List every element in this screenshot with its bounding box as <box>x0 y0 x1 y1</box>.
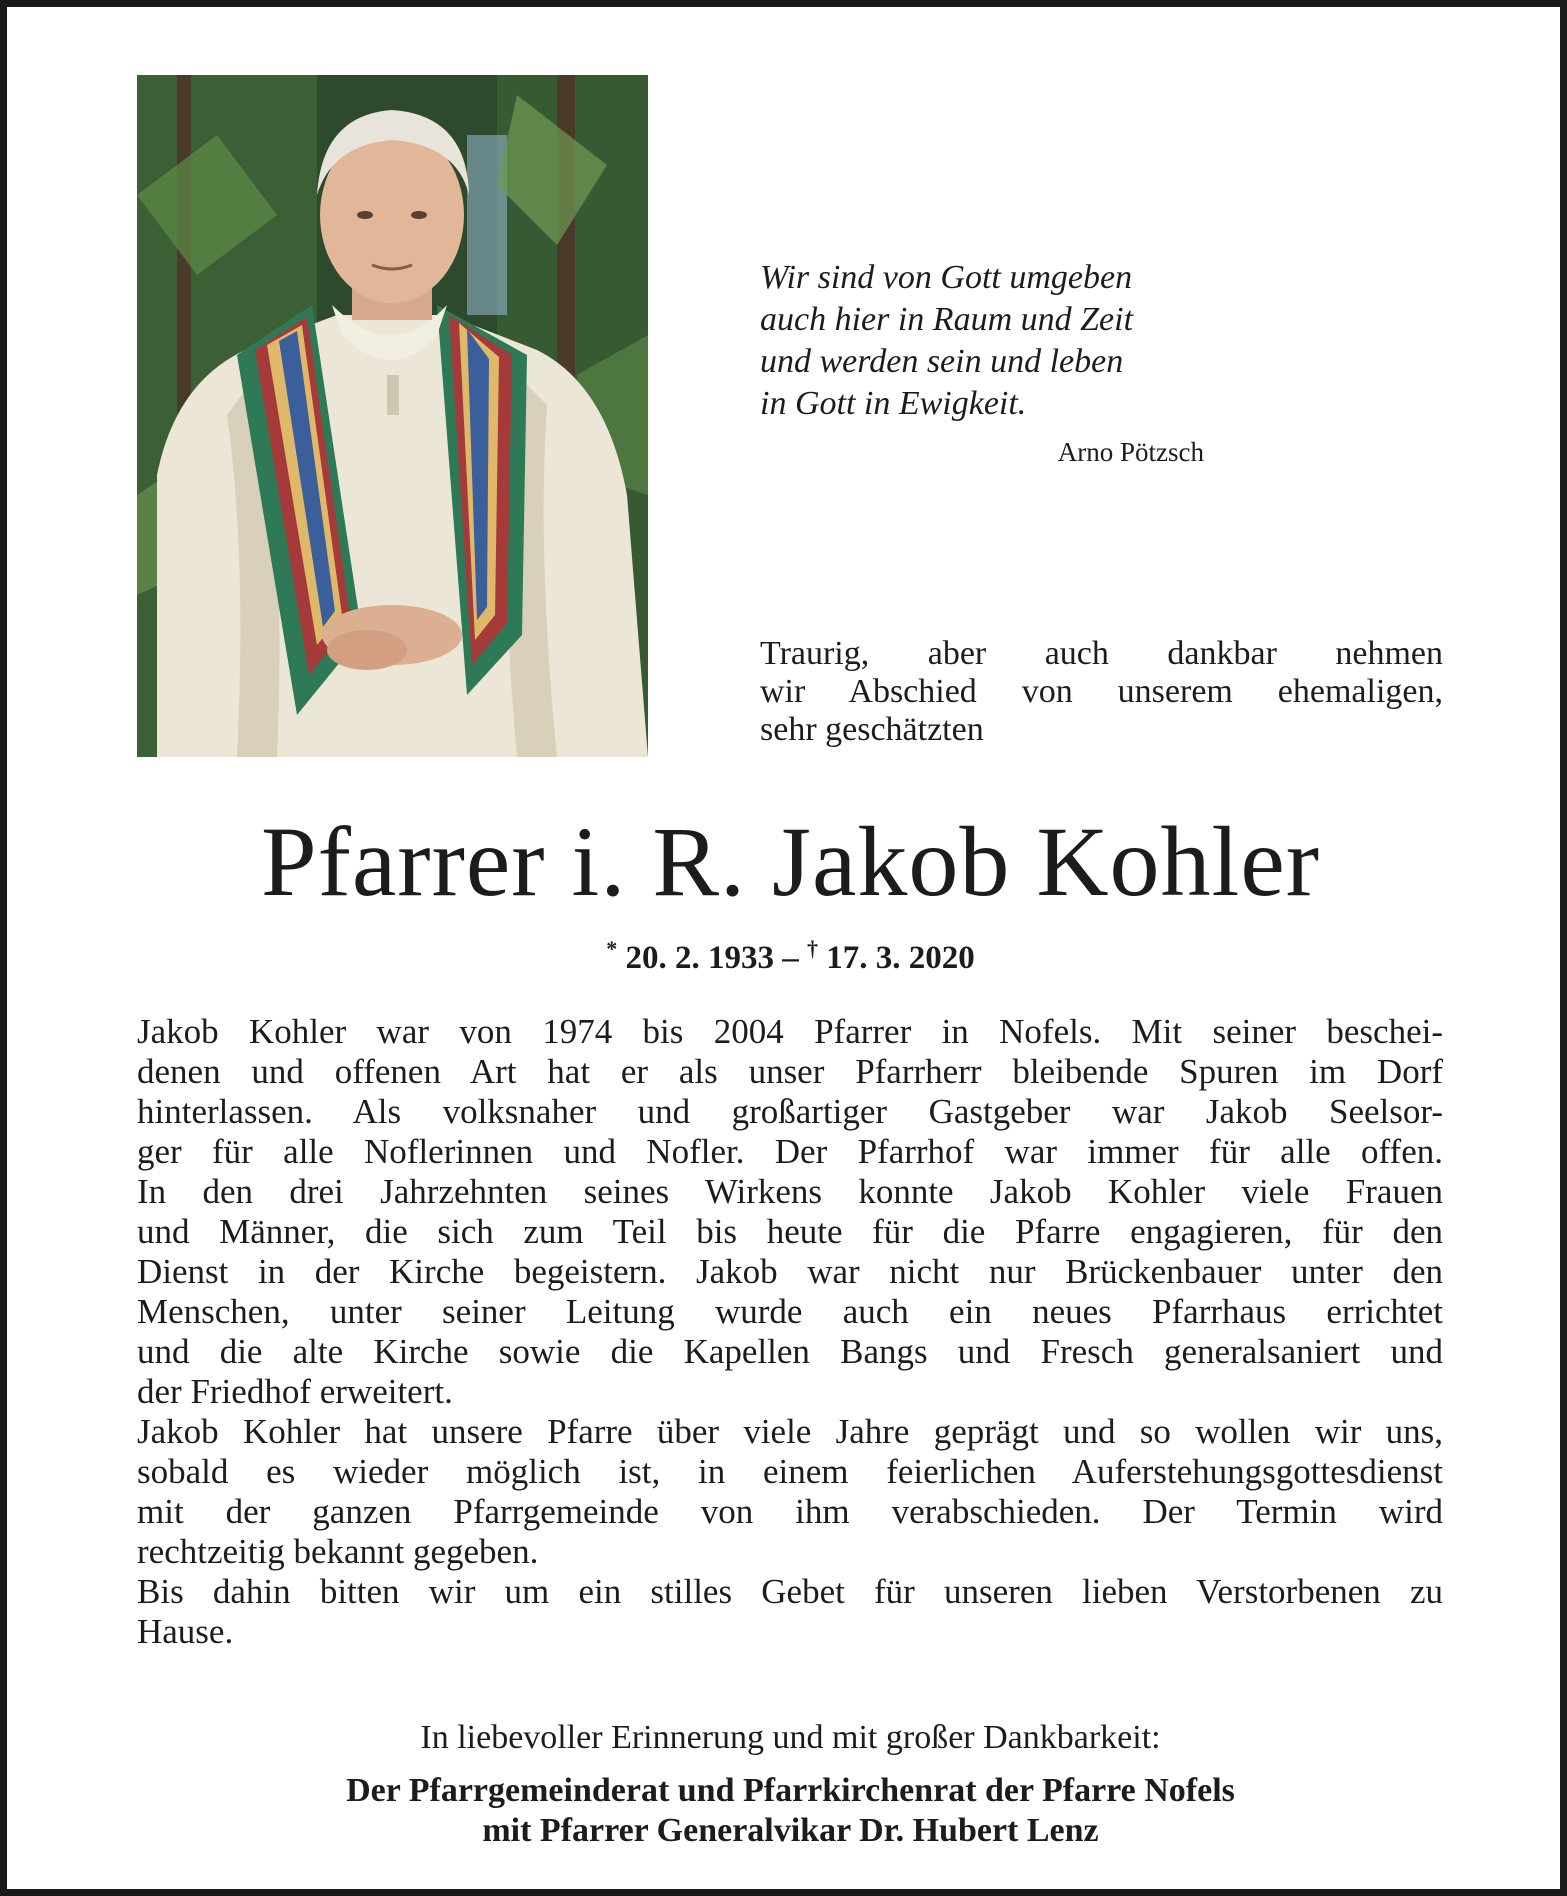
obituary-body <box>137 1012 1443 1652</box>
body-line: sobald es wieder möglich ist, in einem feierlichen Auferstehungsgottesdienst <box>137 1452 1443 1491</box>
body-line: Jakob Kohler hat unsere Pfarre über viele Jahre geprägt und so wollen wir uns, <box>137 1412 1443 1451</box>
body-line: der Friedhof erweitert. <box>137 1372 453 1411</box>
intro-line: sehr geschätzten <box>760 711 984 748</box>
closing-line: In liebevoller Erinnerung und mit großer Dankbarkeit: <box>420 1719 1161 1756</box>
body-line: Menschen, unter seiner Leitung wurde auch ein neues Pfarrhaus errichtet <box>137 1292 1443 1331</box>
body-line: hinterlassen. Als volksnaher und großartiger Gastgeber war Jakob Seelsor- <box>137 1092 1443 1131</box>
deceased-name: Pfarrer i. R. Jakob Kohler <box>260 806 1321 917</box>
body-line: und die alte Kirche sowie die Kapellen Bangs und Fresch generalsaniert und <box>137 1332 1443 1371</box>
intro-line: wir Abschied von unserem ehemaligen, <box>760 673 1443 710</box>
portrait-photo <box>137 75 648 757</box>
signature-line: mit Pfarrer Generalvikar Dr. Hubert Lenz <box>482 1812 1099 1849</box>
birth-mark: * <box>606 936 618 961</box>
quote-line: Wir sind von Gott umgeben <box>760 259 1133 296</box>
body-line: In den drei Jahrzehnten seines Wirkens konnte Jakob Kohler viele Frauen <box>137 1172 1443 1211</box>
quote-line: in Gott in Ewigkeit. <box>760 385 1027 422</box>
body-line: denen und offenen Art hat er als unser Pfarrherr bleibende Spuren im Dorf <box>137 1052 1443 1091</box>
body-line: Hause. <box>137 1612 234 1651</box>
quote-line: und werden sein und leben <box>760 343 1124 380</box>
body-line: rechtzeitig bekannt gegeben. <box>137 1532 539 1571</box>
signature <box>7 1771 1567 1851</box>
death-mark: † <box>807 936 818 961</box>
body-line: Dienst in der Kirche begeistern. Jakob war nicht nur Brückenbauer unter den <box>137 1252 1443 1291</box>
quote-author: Arno Pötzsch <box>1057 437 1204 467</box>
date-separator: – <box>782 940 799 976</box>
body-line: Bis dahin bitten wir um ein stilles Gebet für unseren lieben Verstorbenen zu <box>137 1572 1443 1611</box>
birth-date: 20. 2. 1933 <box>625 940 774 976</box>
signature-line: Der Pfarrgemeinderat und Pfarrkirchenrat der Pfarre Nofels <box>346 1772 1235 1809</box>
intro-line: Traurig, aber auch dankbar nehmen <box>760 635 1443 672</box>
body-line: und Männer, die sich zum Teil bis heute für die Pfarre engagieren, für den <box>137 1212 1443 1251</box>
life-dates <box>7 929 1567 978</box>
body-line: mit der ganzen Pfarrgemeinde von ihm verabschieden. Der Termin wird <box>137 1492 1443 1531</box>
death-date: 17. 3. 2020 <box>826 940 975 976</box>
body-line: ger für alle Noflerinnen und Nofler. Der Pfarrhof war immer für alle offen. <box>137 1132 1443 1171</box>
body-line: Jakob Kohler war von 1974 bis 2004 Pfarrer in Nofels. Mit seiner beschei- <box>137 1012 1443 1051</box>
quote-line: auch hier in Raum und Zeit <box>760 301 1134 338</box>
intro-text <box>760 635 1443 749</box>
quote-poem <box>760 257 1240 425</box>
